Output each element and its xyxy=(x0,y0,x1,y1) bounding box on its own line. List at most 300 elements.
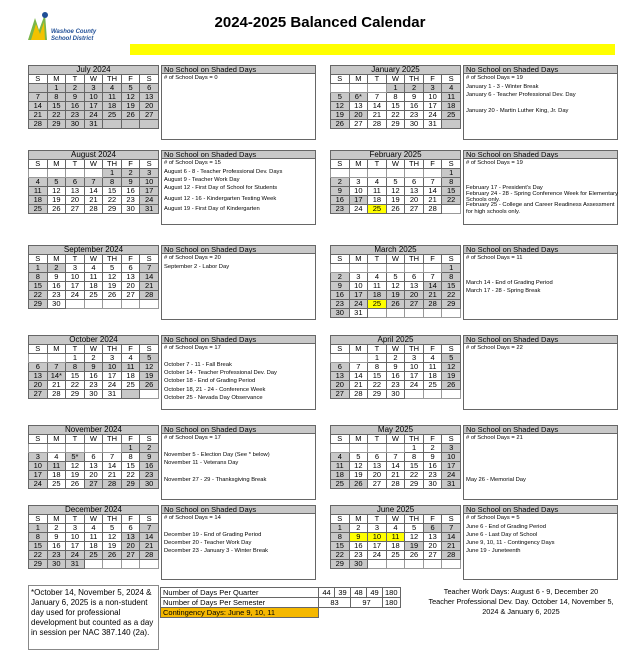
month-header-row xyxy=(331,151,461,160)
weekday-label: M xyxy=(47,75,66,84)
weekday-label: TH xyxy=(405,255,424,264)
day-cell: 29 xyxy=(29,300,48,309)
week-row xyxy=(29,471,159,480)
day-cell: 5 xyxy=(121,84,140,93)
no-school-heading: No School on Shaded Days xyxy=(464,66,617,74)
day-cell: 24 xyxy=(66,291,85,300)
month-calendar xyxy=(330,335,461,399)
day-cell xyxy=(47,444,66,453)
day-cell: 17 xyxy=(140,187,159,196)
week-row xyxy=(331,551,461,560)
week-row xyxy=(29,282,159,291)
day-cell: 28 xyxy=(84,205,103,214)
day-cell xyxy=(29,444,48,453)
day-cell: 11 xyxy=(121,363,140,372)
week-row xyxy=(331,84,461,93)
day-cell: 5 xyxy=(405,524,424,533)
weekday-label: W xyxy=(386,255,405,264)
month-note: August 19 - First Day of Kindergarten xyxy=(164,206,260,213)
month-name: September 2024 xyxy=(29,246,159,255)
week-row xyxy=(29,444,159,453)
weekday-label: S xyxy=(442,435,461,444)
weekday-label: W xyxy=(84,345,103,354)
day-cell xyxy=(66,300,85,309)
day-cell: 26 xyxy=(47,205,66,214)
week-row xyxy=(331,102,461,111)
day-cell: 1 xyxy=(66,354,85,363)
day-cell: 6* xyxy=(349,93,368,102)
day-cell: 17 xyxy=(423,102,442,111)
day-cell: 25 xyxy=(331,480,350,489)
week-row xyxy=(29,205,159,214)
day-cell: 22 xyxy=(103,196,122,205)
day-cell: 30 xyxy=(331,309,350,318)
month-block xyxy=(28,505,316,580)
day-cell: 5 xyxy=(103,264,122,273)
day-cell: 21 xyxy=(368,111,387,120)
weekday-label: W xyxy=(84,75,103,84)
month-name: February 2025 xyxy=(331,151,461,160)
weekday-label: F xyxy=(423,75,442,84)
month-notes xyxy=(161,245,316,320)
weekday-label: S xyxy=(442,75,461,84)
day-cell: 16 xyxy=(405,102,424,111)
day-cell: 21 xyxy=(103,471,122,480)
semester-label: Number of Days Per Semester xyxy=(161,598,319,608)
day-cell: 5 xyxy=(140,354,159,363)
day-cell: 2 xyxy=(140,444,159,453)
day-cell xyxy=(103,444,122,453)
day-cell: 17 xyxy=(66,282,85,291)
weekday-label: F xyxy=(423,255,442,264)
day-cell: 13 xyxy=(121,273,140,282)
day-cell xyxy=(331,264,350,273)
day-cell: 17 xyxy=(349,196,368,205)
day-cell: 9 xyxy=(66,93,85,102)
month-notes xyxy=(161,425,316,500)
month-notes xyxy=(463,425,618,500)
day-cell: 29 xyxy=(331,560,350,569)
day-cell: 1 xyxy=(386,84,405,93)
day-cell: 29 xyxy=(47,120,66,129)
weekday-label: F xyxy=(121,515,140,524)
month-note: December 23 - January 3 - Winter Break xyxy=(164,548,269,555)
week-row xyxy=(29,480,159,489)
day-cell: 30 xyxy=(405,120,424,129)
day-cell xyxy=(386,169,405,178)
week-row xyxy=(331,309,461,318)
day-cell: 21 xyxy=(349,381,368,390)
weekday-label: M xyxy=(47,345,66,354)
no-school-heading: No School on Shaded Days xyxy=(162,506,315,514)
quarter-value: 48 xyxy=(351,588,367,598)
day-cell: 31 xyxy=(66,560,85,569)
month-notes xyxy=(161,505,316,580)
day-cell xyxy=(103,120,122,129)
day-cell xyxy=(349,169,368,178)
month-header-row xyxy=(331,66,461,75)
day-cell: 11 xyxy=(84,273,103,282)
day-cell: 22 xyxy=(29,291,48,300)
day-cell: 7 xyxy=(29,93,48,102)
day-cell: 31 xyxy=(103,390,122,399)
month-note: February 24 - 28 - Spring Conference Week for Elementary Schools only. xyxy=(466,191,618,204)
weekday-label: M xyxy=(349,435,368,444)
day-cell: 10 xyxy=(405,363,424,372)
month-note: # of School Days = 17 xyxy=(164,435,221,442)
day-cell: 13 xyxy=(84,462,103,471)
day-cell: 22 xyxy=(442,196,461,205)
day-cell: 28 xyxy=(423,300,442,309)
quarter-label: Number of Days Per Quarter xyxy=(161,588,319,598)
week-row xyxy=(331,169,461,178)
month-calendar xyxy=(330,65,461,129)
day-cell: 9 xyxy=(140,453,159,462)
day-cell: 27 xyxy=(405,205,424,214)
weekday-label: S xyxy=(331,515,350,524)
day-cell: 16 xyxy=(349,542,368,551)
day-cell: 9 xyxy=(121,178,140,187)
weekday-header-row xyxy=(331,515,461,524)
month-name: August 2024 xyxy=(29,151,159,160)
day-cell: 14 xyxy=(140,533,159,542)
day-cell: 24 xyxy=(103,381,122,390)
day-cell xyxy=(368,84,387,93)
weekday-label: T xyxy=(368,345,387,354)
day-cell: 20 xyxy=(66,196,85,205)
week-row xyxy=(331,93,461,102)
day-cell: 24 xyxy=(349,300,368,309)
week-row xyxy=(331,300,461,309)
day-cell: 30 xyxy=(66,120,85,129)
day-cell: 3 xyxy=(442,444,461,453)
day-cell: 30 xyxy=(386,390,405,399)
day-cell xyxy=(121,390,140,399)
day-cell: 1 xyxy=(331,524,350,533)
day-cell: 11 xyxy=(442,93,461,102)
month-note: October 7 - 11 - Fall Break xyxy=(164,361,232,368)
day-cell: 31 xyxy=(349,309,368,318)
day-cell: 16 xyxy=(84,372,103,381)
week-row xyxy=(29,542,159,551)
week-row xyxy=(331,533,461,542)
day-cell: 22 xyxy=(405,471,424,480)
day-cell: 21 xyxy=(84,196,103,205)
weekday-label: F xyxy=(423,160,442,169)
day-cell xyxy=(29,84,48,93)
weekday-header-row xyxy=(331,75,461,84)
day-cell: 8 xyxy=(368,363,387,372)
day-cell: 8 xyxy=(47,93,66,102)
day-cell: 15 xyxy=(103,187,122,196)
day-cell: 20 xyxy=(349,111,368,120)
weekday-label: T xyxy=(66,160,85,169)
week-row xyxy=(331,178,461,187)
day-cell: 27 xyxy=(66,205,85,214)
weekday-label: S xyxy=(331,435,350,444)
weekday-header-row xyxy=(331,435,461,444)
no-school-heading: No School on Shaded Days xyxy=(162,426,315,434)
month-note: # of School Days = 14 xyxy=(164,515,221,522)
weekday-label: TH xyxy=(103,160,122,169)
day-cell: 30 xyxy=(47,300,66,309)
weekday-label: W xyxy=(386,515,405,524)
day-cell: 19 xyxy=(66,471,85,480)
day-cell: 29 xyxy=(121,480,140,489)
month-calendar xyxy=(28,425,159,489)
day-cell: 8 xyxy=(442,273,461,282)
day-cell xyxy=(29,354,48,363)
day-cell: 19 xyxy=(442,372,461,381)
day-cell: 30 xyxy=(47,560,66,569)
weekday-label: F xyxy=(121,255,140,264)
day-cell: 12 xyxy=(66,462,85,471)
month-block xyxy=(330,425,618,500)
day-cell: 13 xyxy=(331,372,350,381)
month-note: December 19 - End of Grading Period xyxy=(164,531,262,538)
day-cell: 16 xyxy=(386,372,405,381)
month-note: # of School Days = 19 xyxy=(466,75,523,82)
day-cell: 13 xyxy=(423,533,442,542)
weekday-header-row xyxy=(331,345,461,354)
teacher-work-days: Teacher Work Days: August 6 - 9, December 20 xyxy=(443,587,599,596)
day-cell: 31 xyxy=(84,120,103,129)
day-cell xyxy=(331,354,350,363)
weekday-label: W xyxy=(386,75,405,84)
day-cell: 25 xyxy=(423,381,442,390)
day-cell: 6 xyxy=(368,453,387,462)
day-cell: 19 xyxy=(405,542,424,551)
day-cell: 1 xyxy=(29,524,48,533)
day-cell: 19 xyxy=(140,372,159,381)
month-note: June 6 - End of Grading Period xyxy=(466,523,546,530)
no-school-heading: No School on Shaded Days xyxy=(162,336,315,344)
weekday-label: T xyxy=(66,255,85,264)
day-cell: 29 xyxy=(103,205,122,214)
week-row xyxy=(29,196,159,205)
contingency-row xyxy=(161,608,401,618)
no-school-heading: No School on Shaded Days xyxy=(464,506,617,514)
day-cell: 29 xyxy=(386,120,405,129)
day-cell: 21 xyxy=(423,196,442,205)
weekday-label: T xyxy=(66,345,85,354)
month-note: October 18, 21 - 24 - Conference Week xyxy=(164,386,266,393)
day-cell: 25 xyxy=(442,111,461,120)
day-cell: 4 xyxy=(331,453,350,462)
weekday-label: S xyxy=(442,160,461,169)
weekday-label: S xyxy=(331,160,350,169)
day-cell xyxy=(140,300,159,309)
day-cell xyxy=(405,390,424,399)
day-cell: 27 xyxy=(368,480,387,489)
day-cell: 1 xyxy=(442,264,461,273)
day-cell: 28 xyxy=(140,291,159,300)
day-cell: 18 xyxy=(386,542,405,551)
day-cell: 3 xyxy=(66,264,85,273)
day-cell: 9 xyxy=(47,273,66,282)
day-cell: 25 xyxy=(29,205,48,214)
day-cell: 30 xyxy=(349,560,368,569)
day-cell: 1 xyxy=(368,354,387,363)
day-cell: 30 xyxy=(423,480,442,489)
week-row xyxy=(29,120,159,129)
day-cell: 30 xyxy=(140,480,159,489)
day-cell: 9 xyxy=(331,282,350,291)
month-note: # of School Days = 21 xyxy=(466,435,523,442)
day-cell: 26 xyxy=(140,381,159,390)
page-title: 2024-2025 Balanced Calendar xyxy=(214,14,426,31)
day-cell: 19 xyxy=(103,542,122,551)
week-row xyxy=(331,444,461,453)
footnote-box: *October 14, November 5, 2024 & January 6, 2025 is a non-student day used for professional development but counted as a day in session per NAC 387.140 (2a). xyxy=(28,585,159,650)
weekday-header-row xyxy=(331,255,461,264)
day-cell: 22 xyxy=(386,111,405,120)
month-note: # of School Days = 0 xyxy=(164,75,218,82)
month-calendar xyxy=(330,150,461,214)
teacher-days-box xyxy=(426,587,616,617)
weekday-label: M xyxy=(47,435,66,444)
day-cell: 23 xyxy=(84,381,103,390)
logo-text-line1: Washoe County xyxy=(51,29,97,35)
weekday-label: TH xyxy=(405,515,424,524)
day-cell xyxy=(121,560,140,569)
weekday-label: T xyxy=(66,515,85,524)
day-cell: 1 xyxy=(29,264,48,273)
month-note: October 14 - Teacher Professional Dev. Day xyxy=(164,370,277,376)
day-cell: 16 xyxy=(140,462,159,471)
day-cell: 15 xyxy=(442,282,461,291)
day-cell: 5* xyxy=(66,453,85,462)
week-row xyxy=(331,273,461,282)
day-cell: 17 xyxy=(368,542,387,551)
month-notes xyxy=(161,65,316,140)
day-cell: 22 xyxy=(66,381,85,390)
day-cell: 3 xyxy=(66,524,85,533)
weekday-header-row xyxy=(331,160,461,169)
day-cell: 24 xyxy=(442,471,461,480)
day-cell: 11 xyxy=(47,462,66,471)
no-school-heading: No School on Shaded Days xyxy=(162,151,315,159)
day-cell: 24 xyxy=(29,480,48,489)
week-row xyxy=(331,354,461,363)
day-cell: 24 xyxy=(84,111,103,120)
day-cell: 10 xyxy=(349,282,368,291)
week-row xyxy=(331,282,461,291)
day-cell: 8 xyxy=(121,453,140,462)
day-cell: 14 xyxy=(368,102,387,111)
weekday-header-row xyxy=(29,160,159,169)
weekday-label: S xyxy=(140,515,159,524)
week-row xyxy=(29,524,159,533)
day-cell: 28 xyxy=(423,205,442,214)
month-calendar xyxy=(330,245,461,318)
day-cell: 26 xyxy=(121,111,140,120)
month-block xyxy=(28,245,316,320)
day-cell: 11 xyxy=(29,187,48,196)
day-cell: 24 xyxy=(140,196,159,205)
day-cell xyxy=(29,169,48,178)
day-cell: 28 xyxy=(103,480,122,489)
day-cell: 24 xyxy=(368,551,387,560)
day-cell: 7 xyxy=(368,93,387,102)
day-cell xyxy=(84,560,103,569)
weekday-label: F xyxy=(423,435,442,444)
weekday-label: S xyxy=(442,345,461,354)
day-cell: 8 xyxy=(66,363,85,372)
day-cell: 7 xyxy=(423,178,442,187)
day-cell xyxy=(405,169,424,178)
day-cell: 12 xyxy=(442,363,461,372)
day-cell: 15 xyxy=(66,372,85,381)
day-cell: 13 xyxy=(140,93,159,102)
day-cell: 17 xyxy=(103,372,122,381)
day-cell xyxy=(405,264,424,273)
day-cell xyxy=(423,309,442,318)
month-notes xyxy=(161,335,316,410)
week-row xyxy=(29,291,159,300)
weekday-label: W xyxy=(84,435,103,444)
day-cell: 15 xyxy=(121,462,140,471)
day-cell: 27 xyxy=(349,120,368,129)
day-cell: 28 xyxy=(368,120,387,129)
day-cell: 24 xyxy=(405,381,424,390)
day-cell: 19 xyxy=(386,291,405,300)
day-cell: 2 xyxy=(386,354,405,363)
day-cell: 7 xyxy=(442,524,461,533)
month-calendar xyxy=(28,335,159,399)
day-cell: 11 xyxy=(368,282,387,291)
day-cell: 20 xyxy=(140,102,159,111)
month-name: November 2024 xyxy=(29,426,159,435)
weekday-label: M xyxy=(47,515,66,524)
day-cell: 14 xyxy=(423,187,442,196)
month-notes xyxy=(463,335,618,410)
day-cell: 12 xyxy=(386,282,405,291)
month-notes xyxy=(463,65,618,140)
month-note: May 26 - Memorial Day xyxy=(466,476,526,483)
day-cell: 26 xyxy=(386,300,405,309)
day-cell: 16 xyxy=(47,282,66,291)
day-cell: 10 xyxy=(29,462,48,471)
month-block xyxy=(28,150,316,225)
month-block xyxy=(330,245,618,320)
day-cell: 5 xyxy=(349,453,368,462)
day-cell: 6 xyxy=(29,363,48,372)
day-cell: 12 xyxy=(349,462,368,471)
weekday-label: TH xyxy=(405,435,424,444)
day-cell: 23 xyxy=(331,205,350,214)
day-cell xyxy=(368,264,387,273)
day-cell: 20 xyxy=(368,471,387,480)
weekday-label: S xyxy=(29,255,48,264)
day-cell: 31 xyxy=(140,205,159,214)
quarter-value: 39 xyxy=(335,588,351,598)
weekday-label: F xyxy=(121,435,140,444)
day-cell: 13 xyxy=(349,102,368,111)
week-row xyxy=(331,480,461,489)
day-cell: 12 xyxy=(103,533,122,542)
month-notes xyxy=(161,150,316,225)
day-cell: 9 xyxy=(331,187,350,196)
day-cell xyxy=(349,84,368,93)
month-calendar xyxy=(330,505,461,569)
weekday-label: T xyxy=(368,255,387,264)
day-cell: 27 xyxy=(121,291,140,300)
day-cell: 4 xyxy=(368,273,387,282)
month-header-row xyxy=(331,246,461,255)
month-note: March 14 - End of Grading Period xyxy=(466,280,553,286)
day-cell: 2 xyxy=(47,264,66,273)
